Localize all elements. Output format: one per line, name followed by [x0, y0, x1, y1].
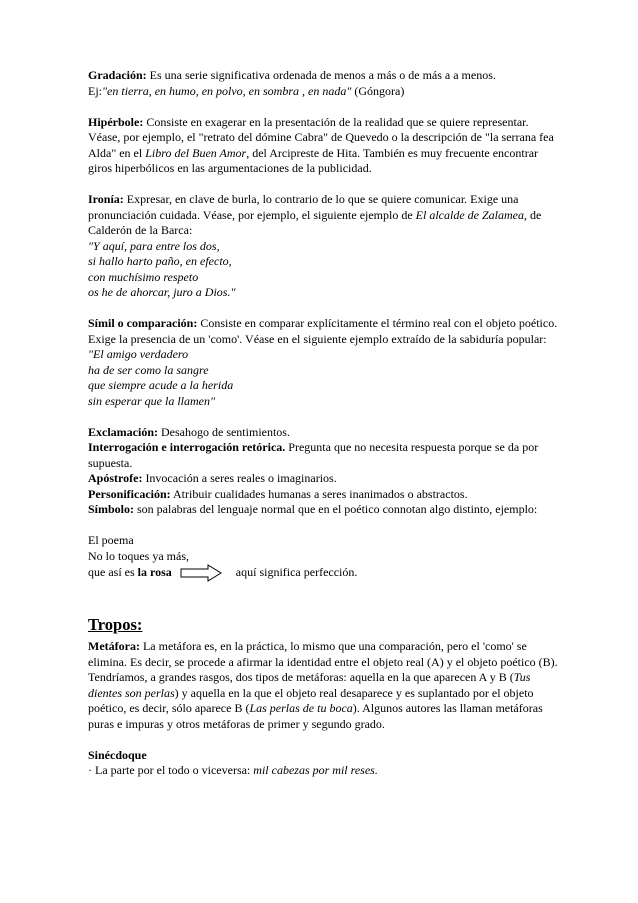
hiperbole-term: Hipérbole:: [88, 114, 144, 129]
sinecdoque-example: mil cabezas por mil reses.: [253, 763, 378, 777]
metafora-paragraph: [88, 639, 558, 732]
simil-verse-1: "El amigo verdadero: [88, 347, 189, 361]
ironia-text-2: , de Calderón de la Barca:: [88, 207, 542, 237]
gradacion-author: (Góngora): [351, 83, 405, 98]
exclamacion-definition: Desahogo de sentimientos.: [158, 424, 290, 439]
gradacion-example: "en tierra, en humo, en polvo, en sombra , en nada": [102, 83, 352, 98]
poem-line-3: [88, 565, 357, 579]
simil-verse-2: ha de ser como la sangre: [88, 362, 209, 377]
hiperbole-text-2: , del Arcipreste de Hita. También es muy frecuente encontrar giros hiperbólicos en las argumentaciones de la publicidad.: [88, 145, 539, 175]
personificacion-term: Personificación:: [88, 486, 171, 501]
gradacion-example-label: Ej:: [88, 83, 102, 98]
apostrofe-definition: Invocación a seres reales o imaginarios.: [142, 471, 337, 485]
gradacion-paragraph: [88, 68, 558, 99]
exclamacion-paragraph: [88, 425, 558, 441]
exclamacion-term: Exclamación:: [88, 424, 158, 439]
poem-line-2: No lo toques ya más,: [88, 548, 189, 563]
sinecdoque-text: La parte por el todo o viceversa:: [95, 763, 254, 777]
ironia-work-title: El alcalde de Zalamea: [415, 207, 524, 222]
document-page: [88, 68, 558, 779]
gradacion-term: Gradación:: [88, 68, 147, 82]
ironia-verse-3: con muchísimo respeto: [88, 269, 199, 284]
ironia-term: Ironía:: [88, 192, 124, 206]
apostrofe-term: Apóstrofe:: [88, 471, 143, 485]
ironia-paragraph: [88, 192, 558, 301]
simil-term: Símil o comparación:: [88, 316, 198, 330]
ironia-text-1: Expresar, en clave de burla, lo contrario de lo que se quiere comunicar. Exige una pronunciación cuidada. Véase, por ejemplo, el siguiente ejemplo de: [88, 192, 519, 222]
metafora-text-1: La metáfora es, en la práctica, lo mismo que una comparación, pero el 'como' se elimina. Es decir, se procede a afirmar la identidad entre el objeto real (A) y el objeto poético (B). Tendríamos, a grandes rasgos, dos tipos de metáforas: aquella en la que aparecen A y B (: [88, 639, 558, 684]
interrogacion-definition: Pregunta que no necesita respuesta porque se da por supuesta.: [88, 440, 539, 470]
simbolo-term: Símbolo:: [88, 502, 135, 516]
simil-paragraph: [88, 316, 558, 409]
sinecdoque-paragraph: [88, 748, 558, 779]
sinecdoque-bullet: ·: [88, 763, 95, 777]
simil-verse-3: que siempre acude a la herida: [88, 378, 234, 392]
hiperbole-text-1: Consiste en exagerar en la presentación de la realidad que se quiere representar. Véase, por ejemplo, el "retrato del dómine Cabra" de Quevedo o la descripción de "la serrana fea Alda" en el: [88, 114, 554, 160]
ironia-verse-4: os he de ahorcar, juro a Dios.": [88, 285, 236, 299]
interrogacion-paragraph: [88, 440, 558, 471]
poem-line-3-prefix: que así es: [88, 564, 138, 579]
metafora-text-3: ). Algunos autores las llaman metáforas puras e impuras y otros metáforas de primer y segundo grado.: [88, 701, 543, 731]
ironia-verse-1: "Y aquí, para entre los dos,: [88, 238, 220, 253]
metafora-term: Metáfora:: [88, 639, 140, 653]
simil-verse-4: sin esperar que la llamen": [88, 393, 216, 408]
simbolo-poem: [88, 533, 558, 582]
apostrofe-paragraph: [88, 471, 558, 487]
metafora-text-2: ) y aquella en la que el objeto real desaparece y es suplantado por el objeto poético, es decir, sólo aparece B (: [88, 685, 534, 715]
metafora-example-1: Tus dientes son perlas: [88, 670, 531, 700]
simil-text: Consiste en comparar explícitamente el término real con el objeto poético. Exige la presencia de un 'como'. Véase en el siguiente ejemplo extraído de la sabiduría popular:: [88, 316, 558, 346]
interrogacion-term: Interrogación e interrogación retórica.: [88, 440, 286, 454]
tropos-heading: Tropos:: [88, 615, 143, 634]
personificacion-paragraph: [88, 487, 558, 503]
poem-line-1: El poema: [88, 533, 134, 547]
simbolo-paragraph: [88, 502, 558, 518]
sinecdoque-term: Sinécdoque: [88, 747, 147, 762]
gradacion-definition: Es una serie significativa ordenada de menos a más o de más a a menos.: [146, 68, 496, 82]
poem-line-3-meaning: aquí significa perfección.: [235, 564, 358, 579]
metafora-example-2: Las perlas de tu boca: [249, 701, 353, 715]
arrow-right-icon: [180, 564, 222, 582]
simbolo-definition: son palabras del lenguaje normal que en el poético connotan algo distinto, ejemplo:: [134, 502, 538, 516]
personificacion-definition: Atribuir cualidades humanas a seres inanimados o abstractos.: [170, 486, 468, 501]
poem-line-3-bold: la rosa: [137, 564, 172, 579]
hiperbole-book-title: Libro del Buen Amor: [145, 145, 247, 160]
ironia-verse-2: si hallo harto paño, en efecto,: [88, 254, 232, 268]
hiperbole-paragraph: [88, 115, 558, 177]
